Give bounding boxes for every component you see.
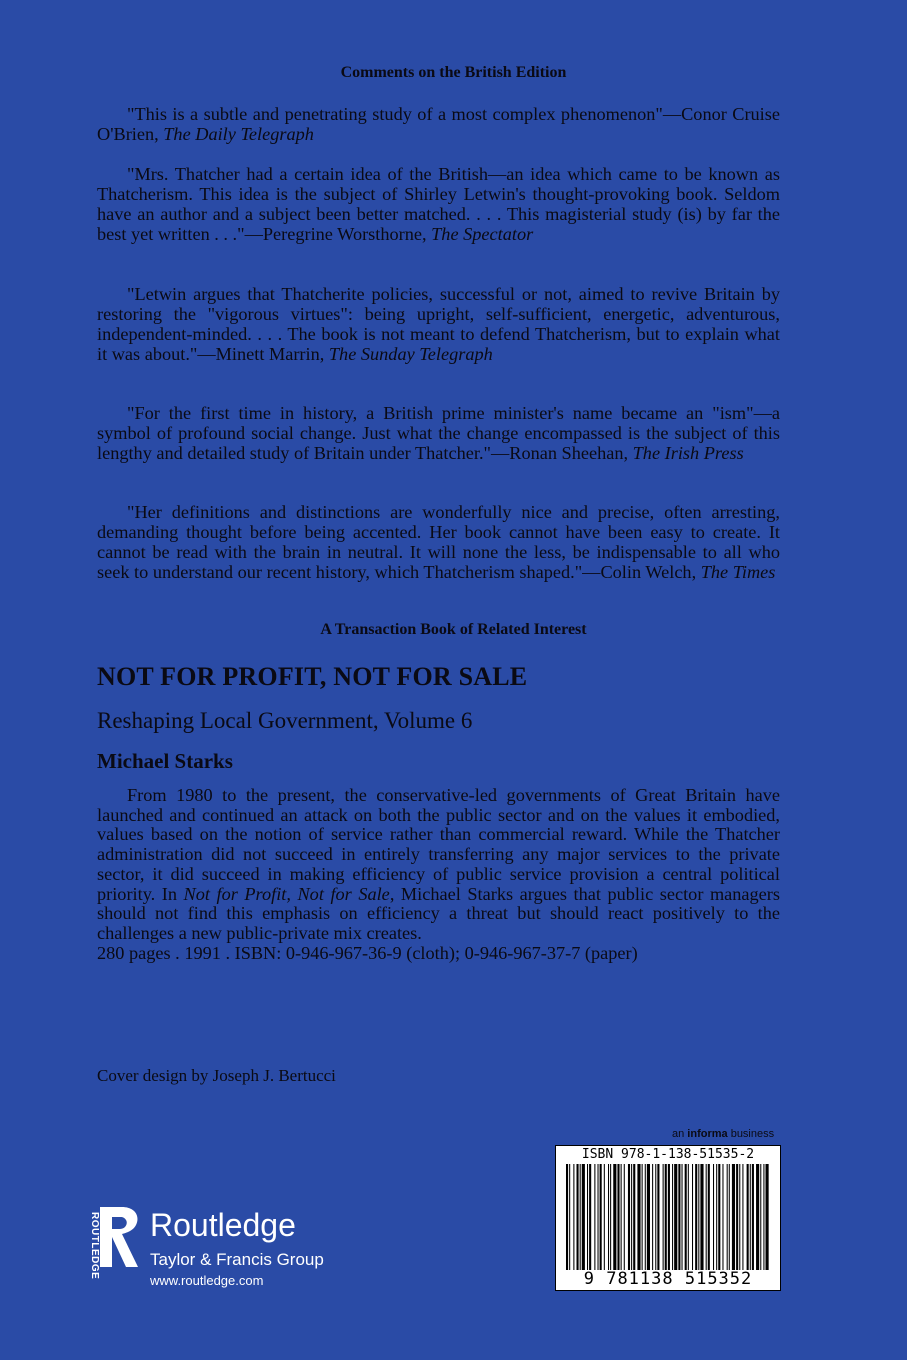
barcode-bar bbox=[688, 1164, 689, 1270]
barcode-bar bbox=[668, 1164, 670, 1270]
barcode-bar bbox=[663, 1164, 664, 1270]
barcode-bar bbox=[678, 1164, 680, 1270]
publisher-group: Taylor & Francis Group bbox=[150, 1250, 324, 1269]
publisher-name: Routledge bbox=[150, 1207, 296, 1243]
quote-text: "Her definitions and distinctions are wonderfully nice and precise, often arresting, demanding thought before being accented. Her book cannot have been easy to create. It cannot be read with the brain in neutral. It will none the less, be indispensable to all who seek to understand our recent history, which Thatcherism shaped."—Colin Welch, bbox=[97, 502, 780, 582]
barcode-bar bbox=[589, 1164, 591, 1270]
barcode-bar bbox=[674, 1164, 677, 1270]
barcode-bar bbox=[716, 1164, 717, 1270]
barcode-bar bbox=[750, 1164, 751, 1270]
isbn-barcode bbox=[555, 1145, 781, 1291]
quote-text: "This is a subtle and penetrating study of a most complex phenomenon"—Conor Cruise O'Brien, bbox=[97, 104, 780, 144]
barcode-bar bbox=[594, 1164, 595, 1270]
barcode-bar bbox=[766, 1164, 769, 1270]
barcode-bar bbox=[642, 1164, 643, 1270]
barcode-bar bbox=[582, 1164, 585, 1270]
barcode-bar bbox=[608, 1164, 609, 1270]
publisher-url: www.routledge.com bbox=[150, 1273, 264, 1288]
related-book-meta: 280 pages . 1991 . ISBN: 0-946-967-36-9 (cloth); 0-946-967-37-7 (paper) bbox=[97, 942, 638, 963]
barcode-bar bbox=[655, 1164, 656, 1270]
barcode-bar bbox=[621, 1164, 622, 1270]
quote-source: The Times bbox=[700, 562, 776, 582]
barcode-bar bbox=[698, 1164, 699, 1270]
desc-part-1: From 1980 to the present, the conservative-led governments of Great Britain have launched and continued an attack on both the public sector and on the values it embodied, values based on the notion of service rather than commercial reward. While the Thatcher administration did not succeed in entirely transferring any major services to the private sector, it did succeed in making efficiency of public service provision a central political priority. In bbox=[97, 785, 780, 904]
barcode-bar bbox=[692, 1164, 693, 1270]
barcode-bar bbox=[587, 1164, 588, 1270]
barcode-bar bbox=[722, 1164, 723, 1270]
desc-part-2: , Michael Starks argues that public sector managers should not find this emphasis on efficiency a threat but should react positively to the challenges a new public-private mix creates. bbox=[97, 883, 780, 943]
barcode-bar bbox=[647, 1164, 650, 1270]
informa-brand: informa bbox=[687, 1128, 728, 1140]
barcode-bar bbox=[610, 1164, 611, 1270]
barcode-bar bbox=[628, 1164, 630, 1270]
barcode-bar bbox=[708, 1164, 710, 1270]
related-book-subtitle: Reshaping Local Government, Volume 6 bbox=[97, 708, 473, 733]
barcode-bar bbox=[685, 1164, 687, 1270]
barcode-bar bbox=[756, 1164, 759, 1270]
barcode-bar bbox=[652, 1164, 653, 1270]
quote-1 bbox=[97, 104, 780, 144]
barcode-bar bbox=[718, 1164, 720, 1270]
related-heading: A Transaction Book of Related Interest bbox=[320, 621, 587, 638]
quote-source: The Sunday Telegraph bbox=[328, 344, 493, 364]
barcode-bar bbox=[752, 1164, 754, 1270]
barcode-bar bbox=[600, 1164, 602, 1270]
barcode-bar bbox=[727, 1164, 728, 1270]
quote-source: The Daily Telegraph bbox=[163, 124, 314, 144]
barcode-bar bbox=[713, 1164, 714, 1270]
barcode-bar bbox=[580, 1164, 581, 1270]
quote-2 bbox=[97, 164, 780, 244]
barcode-bar bbox=[695, 1164, 697, 1270]
barcode-bar bbox=[706, 1164, 707, 1270]
barcode-bar bbox=[613, 1164, 616, 1270]
barcode-bar bbox=[747, 1164, 749, 1270]
barcode-bar bbox=[633, 1164, 635, 1270]
informa-suffix: business bbox=[727, 1128, 775, 1140]
quote-5 bbox=[97, 502, 780, 582]
barcode-bar bbox=[604, 1164, 605, 1270]
barcode-bar bbox=[736, 1164, 738, 1270]
comments-heading: Comments on the British Edition bbox=[340, 64, 567, 81]
quote-text: "Mrs. Thatcher had a certain idea of the British—an idea which came to be known as Thatcherism. This idea is the subject of Shirley Letwin's thought-provoking book. Seldom have an author and a subject been better matched. . . . This magisterial study (is) by far the best yet written . . ."—Peregrine Worsthorne, bbox=[97, 164, 780, 244]
barcode-bars bbox=[566, 1164, 770, 1270]
related-book-author: Michael Starks bbox=[97, 749, 233, 773]
quote-text: "Letwin argues that Thatcherite policies, successful or not, aimed to revive Britain by restoring the "vigorous virtues": being upright, self-sufficient, energetic, adventurous, independent-minded. . . . The book is not meant to defend Thatcherism, but to explain what it was about."—Minett Marrin, bbox=[97, 284, 780, 364]
informa-tagline bbox=[672, 1128, 774, 1140]
quote-source: The Irish Press bbox=[632, 443, 744, 463]
publisher-vertical-text: ROUTLEDGE bbox=[89, 1212, 100, 1280]
barcode-bar bbox=[577, 1164, 579, 1270]
barcode-bar bbox=[763, 1164, 764, 1270]
barcode-bar bbox=[665, 1164, 667, 1270]
barcode-bar bbox=[624, 1164, 625, 1270]
quote-text: "For the first time in history, a British prime minister's name became an "ism"—a symbol of profound social change. Just what the change encompassed is the subject of this lengthy and detailed study of Britain under Thatcher."—Ronan Sheehan, bbox=[97, 403, 780, 463]
barcode-bar bbox=[732, 1164, 735, 1270]
related-book-description bbox=[97, 786, 780, 963]
barcode-bar bbox=[645, 1164, 646, 1270]
barcode-bar bbox=[631, 1164, 632, 1270]
isbn-label: ISBN 978-1-138-51535-2 bbox=[581, 1147, 755, 1162]
barcode-bar bbox=[573, 1164, 574, 1270]
barcode-bar bbox=[729, 1164, 730, 1270]
informa-prefix: an bbox=[672, 1128, 688, 1140]
cover-credit: Cover design by Joseph J. Bertucci bbox=[97, 1066, 336, 1085]
quote-4 bbox=[97, 403, 780, 463]
barcode-digits: 9 781138 515352 bbox=[583, 1269, 753, 1289]
quote-source: The Spectator bbox=[431, 224, 534, 244]
barcode-bar bbox=[569, 1164, 570, 1270]
barcode-bar bbox=[657, 1164, 659, 1270]
barcode-bar bbox=[598, 1164, 599, 1270]
barcode-bar bbox=[739, 1164, 740, 1270]
barcode-bar bbox=[760, 1164, 761, 1270]
related-book-title: NOT FOR PROFIT, NOT FOR SALE bbox=[97, 662, 528, 691]
desc-book-title: Not for Profit, Not for Sale bbox=[183, 883, 390, 904]
barcode-bar bbox=[566, 1164, 568, 1270]
barcode-bar bbox=[637, 1164, 640, 1270]
barcode-bar bbox=[700, 1164, 703, 1270]
barcode-bar bbox=[672, 1164, 673, 1270]
barcode-bar bbox=[682, 1164, 683, 1270]
barcode-bar bbox=[617, 1164, 619, 1270]
barcode-bar bbox=[742, 1164, 743, 1270]
quote-3 bbox=[97, 284, 780, 364]
